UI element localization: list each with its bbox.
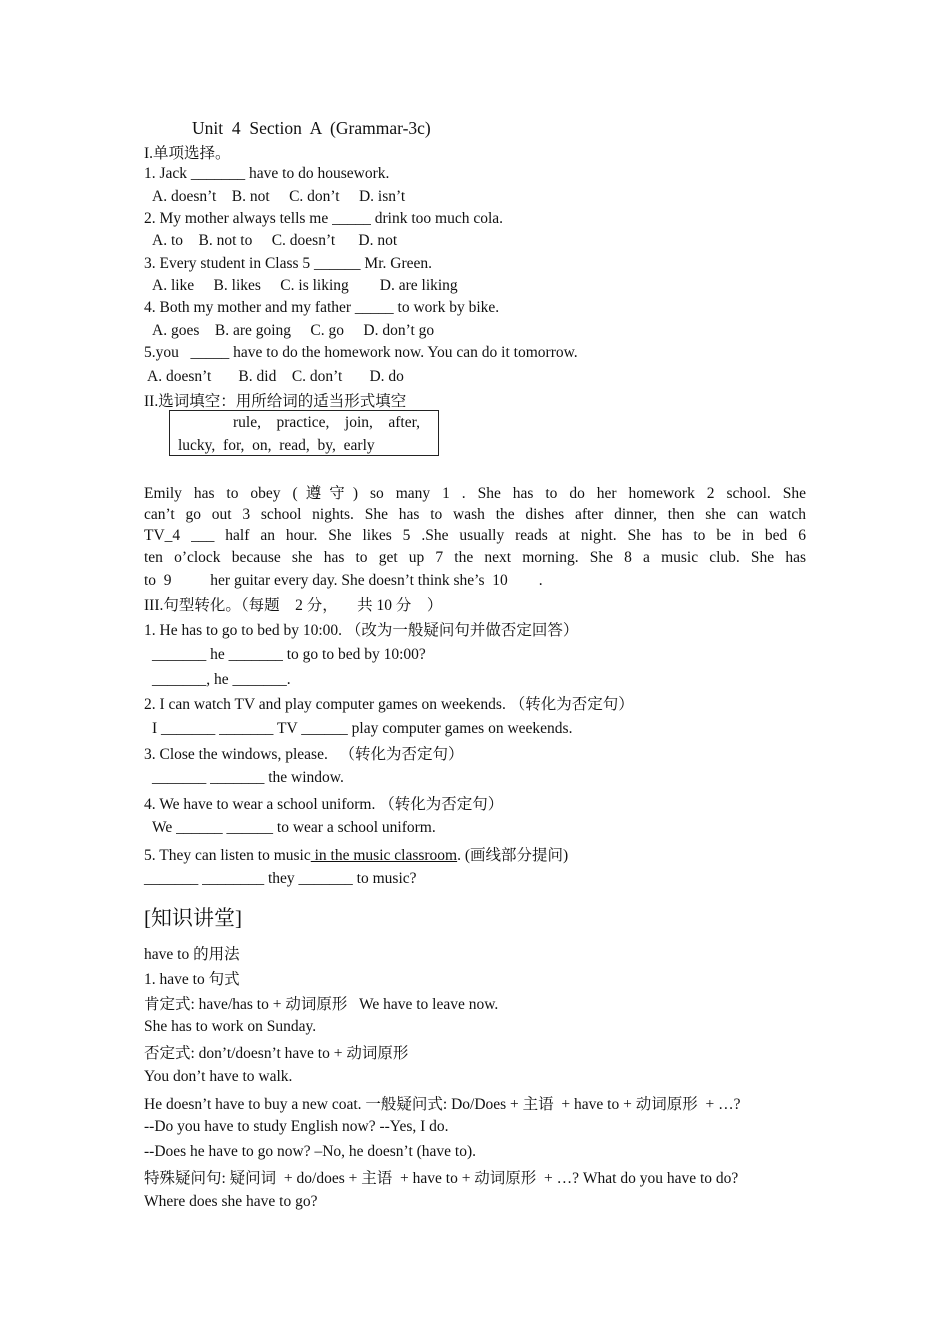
transform-q4: 4. We have to wear a school uniform. （转化为否定句） xyxy=(144,796,504,813)
knowledge-line-8: --Do you have to study English now? --Yes, I do. xyxy=(144,1118,449,1135)
knowledge-line-7: He doesn’t have to buy a new coat. 一般疑问式: Do/Does + 主语 + have to + 动词原形 + …? xyxy=(144,1096,741,1113)
section1-heading: I.单项选择。 xyxy=(144,145,231,162)
question-5-options: A. doesn’t B. did C. don’t D. do xyxy=(147,368,404,385)
question-1: 1. Jack _______ have to do housework. xyxy=(144,165,390,182)
knowledge-line-4: She has to work on Sunday. xyxy=(144,1018,317,1035)
passage-line-2: can’t go out 3 school nights. She has to wash the dishes after dinner, then she can watch xyxy=(144,506,806,523)
knowledge-line-9: --Does he have to go now? –No, he doesn’t (have to). xyxy=(144,1143,477,1160)
question-3: 3. Every student in Class 5 ______ Mr. Green. xyxy=(144,255,433,272)
knowledge-line-6: You don’t have to walk. xyxy=(144,1068,293,1085)
transform-q3-answer: _______ _______ the window. xyxy=(152,769,344,786)
transform-q4-answer: We ______ ______ to wear a school uniform. xyxy=(152,819,436,836)
transform-q3: 3. Close the windows, please. （转化为否定句） xyxy=(144,746,464,763)
word-box-line-1: rule, practice, join, after, xyxy=(233,414,421,431)
transform-q2-answer: I _______ _______ TV ______ play computer games on weekends. xyxy=(152,720,573,737)
page-title: Unit 4 Section A (Grammar-3c) xyxy=(192,118,431,138)
transform-q5-suffix: . (画线部分提问) xyxy=(457,847,569,864)
transform-q2: 2. I can watch TV and play computer games on weekends. （转化为否定句） xyxy=(144,696,634,713)
question-2: 2. My mother always tells me _____ drink too much cola. xyxy=(144,210,504,227)
knowledge-line-3: 肯定式: have/has to + 动词原形 We have to leave now. xyxy=(144,996,499,1013)
transform-q1: 1. He has to go to bed by 10:00. （改为一般疑问句并做否定回答） xyxy=(144,622,579,639)
question-4: 4. Both my mother and my father _____ to work by bike. xyxy=(144,299,500,316)
passage-line-3: TV_4 ___ half an hour. She likes 5 .She usually reads at night. She has to be in bed 6 xyxy=(144,527,806,544)
passage-line-4: ten o’clock because she has to get up 7 the next morning. She 8 a music club. She has xyxy=(144,549,806,566)
question-1-options: A. doesn’t B. not C. don’t D. isn’t xyxy=(152,188,406,205)
passage-line-1: Emily has to obey (遵守) so many 1 . She has to do her homework 2 school. She xyxy=(144,485,806,502)
section2-heading: II.选词填空：用所给词的适当形式填空 xyxy=(144,393,407,410)
knowledge-line-1: have to 的用法 xyxy=(144,946,240,963)
question-5: 5.you _____ have to do the homework now. You can do it tomorrow. xyxy=(144,344,578,361)
knowledge-line-11: Where does she have to go? xyxy=(144,1193,318,1210)
knowledge-line-5: 否定式: don’t/doesn’t have to + 动词原形 xyxy=(144,1045,409,1062)
transform-q5-prefix: 5. They can listen to music xyxy=(144,847,311,864)
question-3-options: A. like B. likes C. is liking D. are liking xyxy=(152,277,458,294)
transform-q5-underlined: in the music classroom xyxy=(310,847,458,864)
transform-q5 xyxy=(144,846,568,866)
transform-q1-answer-b: _______, he _______. xyxy=(152,671,291,688)
section3-heading: III.句型转化。（每题 2 分， 共 10 分 ） xyxy=(144,597,443,614)
passage-line-5: to 9 her guitar every day. She doesn’t think she’s 10 . xyxy=(144,572,543,589)
knowledge-line-10: 特殊疑问句: 疑问词 + do/does + 主语 + have to + 动词原形 + …? What do you have to do? xyxy=(144,1170,739,1187)
transform-q1-answer-a: _______ he _______ to go to bed by 10:00? xyxy=(152,646,426,663)
word-box xyxy=(169,410,439,456)
word-box-line-2: lucky, for, on, read, by, early xyxy=(178,437,375,454)
question-2-options: A. to B. not to C. doesn’t D. not xyxy=(152,232,398,249)
knowledge-heading: [知识讲堂] xyxy=(144,906,242,930)
question-4-options: A. goes B. are going C. go D. don’t go xyxy=(152,322,435,339)
knowledge-line-2: 1. have to 句式 xyxy=(144,971,240,988)
transform-q5-answer: _______ ________ they _______ to music? xyxy=(144,870,417,887)
